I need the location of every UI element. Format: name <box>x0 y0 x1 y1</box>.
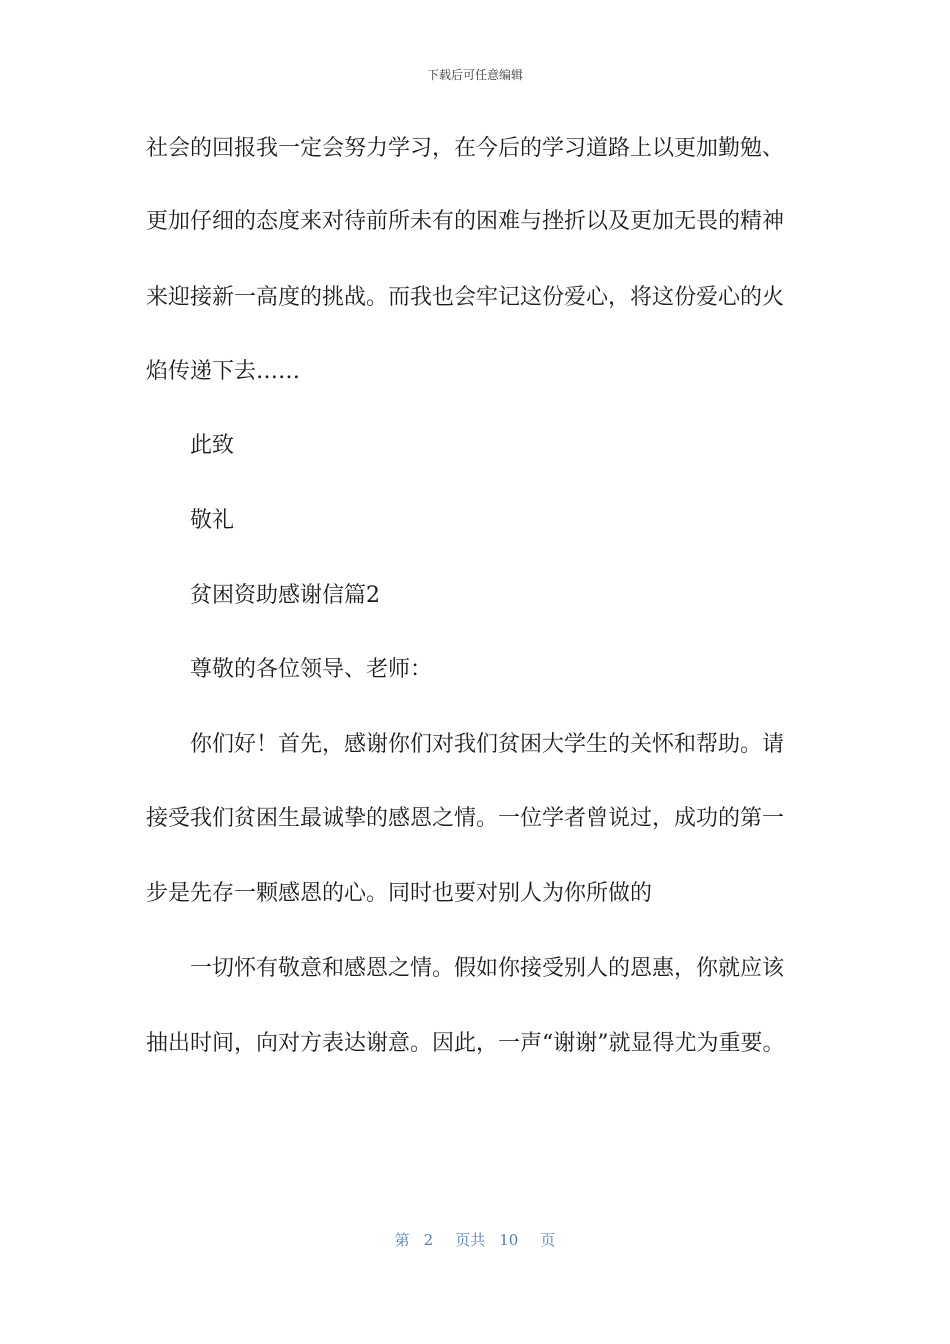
body-line: 抽出时间，向对方表达谢意。因此，一声“谢谢”就显得尤为重要。 <box>146 1031 785 1056</box>
footer-label-end: 页 <box>540 1231 556 1249</box>
footer-current-page: 2 <box>423 1231 434 1249</box>
body-line: 步是先存一颗感恩的心。同时也要对别人为你所做的 <box>146 881 653 906</box>
body-line: 一切怀有敬意和感恩之情。假如你接受别人的恩惠，你就应该 <box>190 956 785 981</box>
body-line: 社会的回报我一定会努力学习，在今后的学习道路上以更加勤勉、 <box>146 136 785 161</box>
body-line: 更加仔细的态度来对待前所未有的困难与挫折以及更加无畏的精神 <box>146 209 785 234</box>
footer-label-of: 页共 <box>455 1231 486 1249</box>
body-line: 你们好！首先，感谢你们对我们贫困大学生的关怀和帮助。请 <box>190 732 785 757</box>
section-title: 贫困资助感谢信篇2 <box>190 583 380 608</box>
closing-salutation: 此致 <box>190 433 235 458</box>
page-footer <box>0 1229 950 1250</box>
body-line: 接受我们贫困生最诚挚的感恩之情。一位学者曾说过，成功的第一 <box>146 806 785 831</box>
body-line: 来迎接新一高度的挑战。而我也会牢记这份爱心，将这份爱心的火 <box>146 285 785 310</box>
closing-regards: 敬礼 <box>190 508 235 533</box>
body-line: 焰传递下去…… <box>146 359 301 384</box>
footer-label-page: 第 <box>394 1231 410 1249</box>
greeting: 尊敬的各位领导、老师： <box>190 657 433 682</box>
footer-total-pages: 10 <box>499 1231 519 1249</box>
header-note: 下载后可任意编辑 <box>426 68 523 82</box>
